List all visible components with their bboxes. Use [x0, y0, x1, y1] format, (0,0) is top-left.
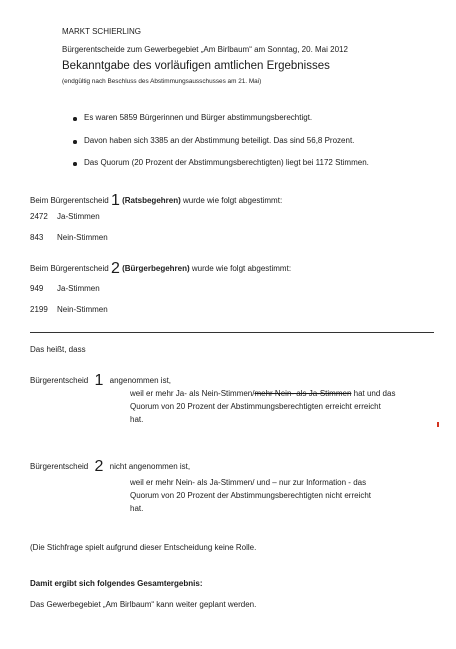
- conclusion-intro: Das heißt, dass: [30, 345, 86, 354]
- entscheid2-heading: [30, 261, 291, 277]
- bullet-item: Davon haben sich 3385 an der Abstimmung beteiligt. Das sind 56,8 Prozent.: [84, 136, 355, 145]
- result2-status: nicht angenommen ist,: [109, 462, 191, 471]
- document-subtitle: Bürgerentscheide zum Gewerbegebiet „Am Birlbaum“ am Sonntag, 20. Mai 2012: [62, 45, 348, 54]
- bullet-dot: [73, 140, 77, 144]
- entscheid2-ja-count: 949: [30, 284, 44, 293]
- result2-number: 2: [94, 458, 104, 475]
- document-note: (endgültig nach Beschluss des Abstimmungsausschusses am 21. Mai): [62, 78, 262, 85]
- entscheid1-prefix: Beim Bürgerentscheid: [30, 196, 109, 205]
- org-name: MARKT SCHIERLING: [62, 27, 141, 36]
- entscheid2-label: (Bürgerbegehren): [122, 264, 190, 273]
- result1-struck-text: mehr Nein- als Ja-Stimmen: [254, 389, 352, 398]
- result2-reason-line3: hat.: [130, 504, 144, 513]
- entscheid1-heading: [30, 193, 282, 209]
- entscheid2-prefix: Beim Bürgerentscheid: [30, 264, 109, 273]
- result-text: Das Gewerbegebiet „Am Birlbaum“ kann weiter geplant werden.: [30, 600, 257, 609]
- document-title: Bekanntgabe des vorläufigen amtlichen Ergebnisses: [62, 60, 330, 72]
- result2-reason-line1: weil er mehr Nein- als Ja-Stimmen/ und – nur zur Information - das: [130, 478, 367, 487]
- result1-reason-text-end: hat und das: [353, 389, 396, 398]
- result1-reason-text: weil er mehr Ja- als Nein-Stimmen/: [130, 389, 255, 398]
- result2-reason-line2: Quorum von 20 Prozent der Abstimmungsberechtigten nicht erreicht: [130, 491, 372, 500]
- result1-prefix: Bürgerentscheid: [30, 376, 89, 385]
- result1-status: angenommen ist,: [109, 376, 172, 385]
- entscheid2-nein-count: 2199: [30, 305, 48, 314]
- entscheid1-ja-label: Ja-Stimmen: [57, 212, 100, 221]
- entscheid2-nein-label: Nein-Stimmen: [57, 305, 108, 314]
- entscheid2-suffix: wurde wie folgt abgestimmt:: [191, 264, 292, 273]
- bullet-item: Es waren 5859 Bürgerinnen und Bürger abstimmungsberechtigt.: [84, 113, 313, 122]
- divider-line: [30, 332, 434, 333]
- bullet-dot: [73, 162, 77, 166]
- result-heading: Damit ergibt sich folgendes Gesamtergebnis:: [30, 579, 203, 588]
- entscheid1-label: (Ratsbegehren): [122, 196, 181, 205]
- bullet-item: Das Quorum (20 Prozent der Abstimmungsberechtigten) liegt bei 1172 Stimmen.: [84, 158, 369, 167]
- result1-reason-line1: [130, 389, 395, 399]
- result1-heading: [30, 373, 171, 389]
- stichfrage-note: (Die Stichfrage spielt aufgrund dieser Entscheidung keine Rolle.: [30, 543, 257, 552]
- entscheid2-ja-label: Ja-Stimmen: [57, 284, 100, 293]
- entscheid1-number: 1: [110, 192, 120, 209]
- result2-prefix: Bürgerentscheid: [30, 462, 89, 471]
- margin-mark: [437, 422, 439, 427]
- result1-reason-line3: hat.: [130, 415, 144, 424]
- entscheid1-nein-label: Nein-Stimmen: [57, 233, 108, 242]
- result1-number: 1: [94, 372, 104, 389]
- entscheid1-ja-count: 2472: [30, 212, 48, 221]
- entscheid1-nein-count: 843: [30, 233, 44, 242]
- result1-reason-line2: Quorum von 20 Prozent der Abstimmungsberechtigten erreicht erreicht: [130, 402, 381, 411]
- result2-heading: [30, 459, 190, 475]
- entscheid2-number: 2: [110, 260, 120, 277]
- bullet-dot: [73, 117, 77, 121]
- entscheid1-suffix: wurde wie folgt abgestimmt:: [183, 196, 283, 205]
